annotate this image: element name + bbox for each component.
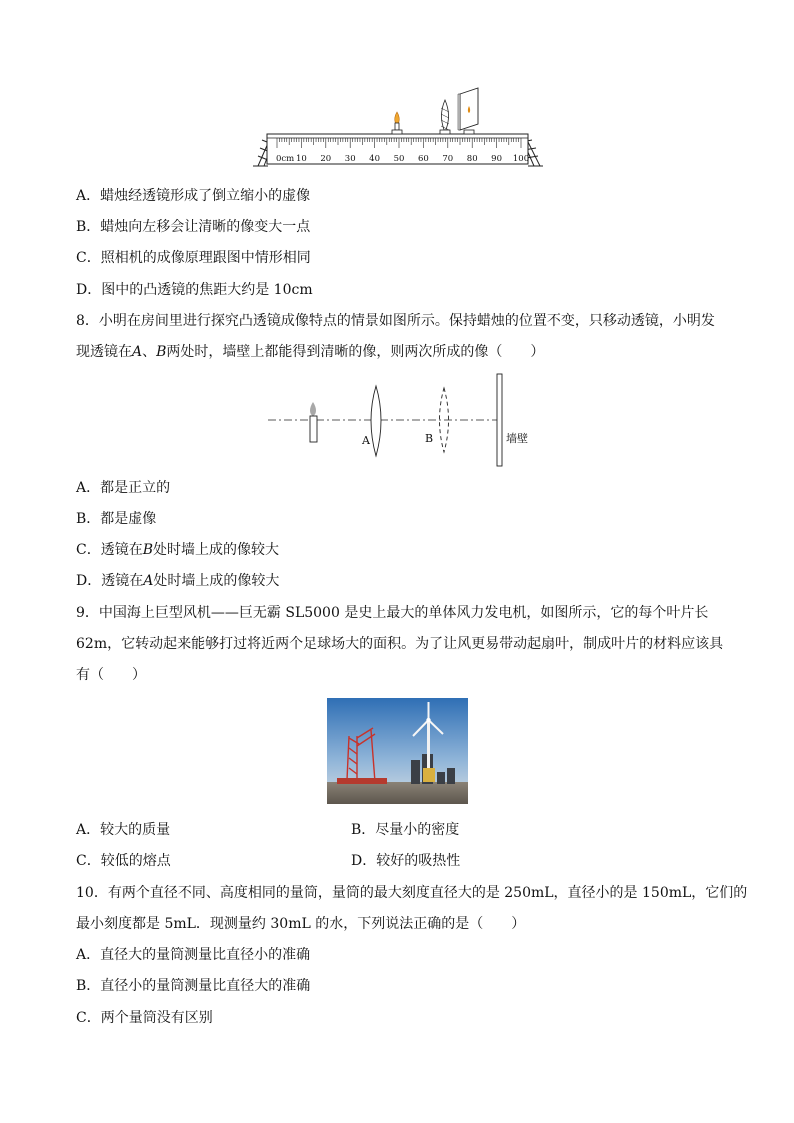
q8-stem-line1: 8．小明在房间里进行探究凸透镜成像特点的情景如图所示。保持蜡烛的位置不变，只移动透镜，小明发: [76, 313, 715, 329]
q9-option-b: B．尽量小的密度: [351, 822, 460, 838]
q8-option-c: [76, 540, 279, 560]
q8-var-a: A: [132, 344, 143, 360]
q8-candle: [310, 402, 317, 442]
q8-sep: 、: [142, 344, 157, 360]
q8-option-b: B．都是虚像: [76, 511, 157, 527]
q8-stem-post: 两处时，墙壁上都能得到清晰的像，则两次所成的像（ ）: [166, 344, 545, 360]
q10-stem-line1: 10．有两个直径不同、高度相同的量筒，量筒的最大刻度直径大的是 250mL，直径小的是 150mL，它们的: [76, 885, 748, 901]
q10-option-c: C．两个量筒没有区别: [76, 1010, 213, 1026]
q9-stem-line1: 9．中国海上巨型风机——巨无霸 SL5000 是史上最大的单体风力发电机，如图所示，它的每个叶片长: [76, 605, 709, 621]
ruler-label: 40: [369, 154, 381, 164]
q8-stem-pre: 现透镜在: [76, 344, 132, 360]
q9-option-a: A．较大的质量: [76, 822, 171, 838]
q7-option-a: A．蜡烛经透镜形成了倒立缩小的虚像: [76, 188, 311, 204]
lens-a: [371, 386, 381, 456]
ruler-label-zero: 0cm: [276, 154, 295, 164]
ruler-label: 90: [491, 154, 503, 164]
ruler-label: 100: [512, 154, 530, 164]
ruler-label: 60: [417, 154, 429, 164]
wind-turbine-photo: [327, 698, 468, 804]
light-screen: [458, 88, 478, 134]
q10-stem-line2: 最小刻度都是 5mL．现测量约 30mL 的水，下列说法正确的是（ ）: [76, 916, 526, 932]
q8-option-d-post: 处时墙上成的像较大: [153, 573, 280, 589]
wall-label: 墙壁: [506, 432, 528, 445]
q8-option-c-post: 处时墙上成的像较大: [153, 542, 280, 558]
ruler-label: 50: [393, 154, 405, 164]
ruler-label: 10: [295, 154, 307, 164]
q10-option-a: A．直径大的量筒测量比直径小的准确: [76, 947, 311, 963]
q8-option-d-var: A: [143, 573, 154, 589]
q8-option-a: A．都是正立的: [76, 480, 171, 496]
ruler-label: 70: [442, 154, 454, 164]
q8-option-c-var: B: [142, 542, 154, 558]
q9-option-c: C．较低的熔点: [76, 853, 171, 869]
q9-stem-line3: 有（ ）: [76, 667, 146, 683]
ruler-label: 20: [320, 154, 332, 164]
q10-option-b: B．直径小的量筒测量比直径大的准确: [76, 978, 311, 994]
candle: [392, 112, 402, 134]
lens-b-label: B: [425, 432, 434, 445]
convex-lens: [440, 100, 450, 134]
q7-option-c: C．照相机的成像原理跟图中情形相同: [76, 250, 311, 266]
ruler-label: 30: [344, 154, 356, 164]
optical-bench-figure: [250, 86, 545, 170]
q7-option-d: D．图中的凸透镜的焦距大约是 10cm: [76, 282, 313, 298]
q8-option-d: [76, 571, 279, 591]
lens-wall-figure: [262, 372, 547, 472]
q8-var-b: B: [156, 344, 167, 360]
q9-stem-line2: 62m，它转动起来能够打过将近两个足球场大的面积。为了让风更易带动起扇叶，制成叶片的材料应该具: [76, 636, 724, 652]
ruler-label: 80: [466, 154, 478, 164]
wall: [497, 374, 502, 466]
q8-option-d-pre: D．透镜在: [76, 573, 144, 589]
q7-option-b: B．蜡烛向左移会让清晰的像变大一点: [76, 219, 311, 235]
q8-option-c-pre: C．透镜在: [76, 542, 143, 558]
q9-option-d: D．较好的吸热性: [351, 853, 461, 869]
q8-stem-line2: [76, 342, 544, 362]
lens-a-label: A: [362, 434, 370, 447]
